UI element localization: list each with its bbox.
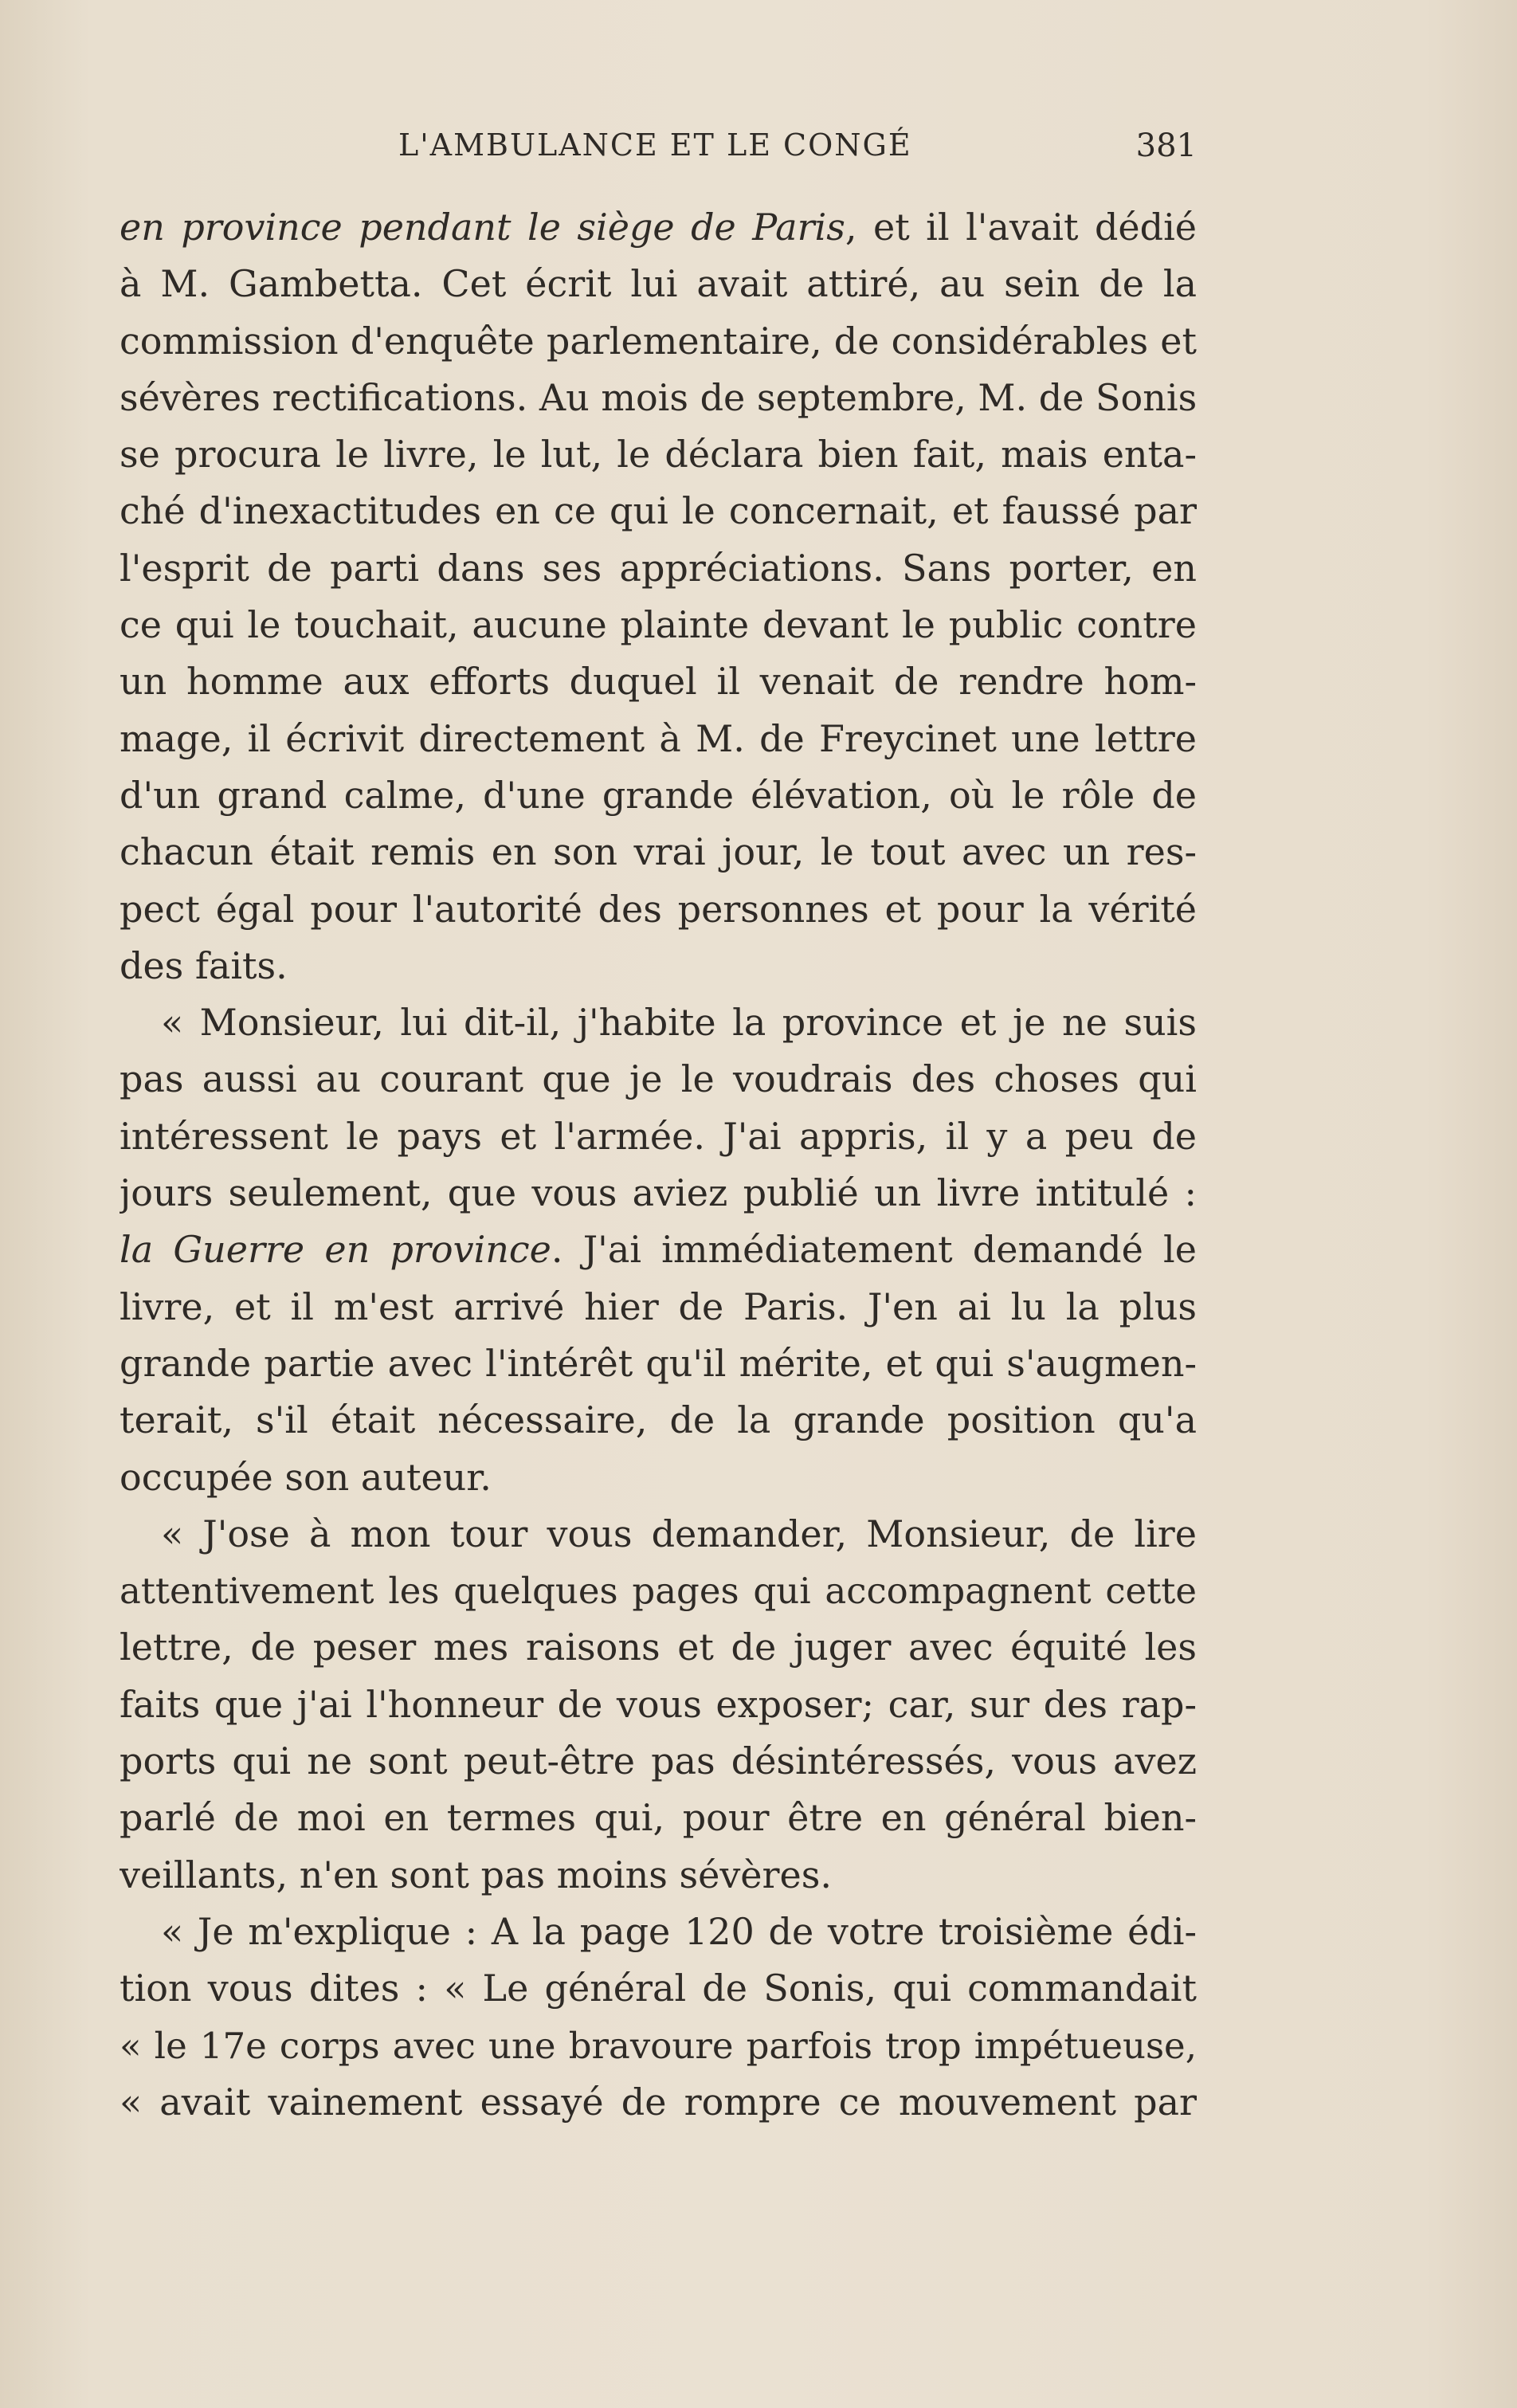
text-segment: . J'ai immédiatement demandé le bbox=[551, 1228, 1197, 1272]
text-line bbox=[120, 1279, 1197, 1335]
text-line bbox=[120, 199, 1197, 256]
text-segment: parlé de moi en termes qui, pour être en général bien- bbox=[120, 1796, 1197, 1840]
text-segment: faits que j'ai l'honneur de vous exposer; car, sur des rap- bbox=[120, 1682, 1197, 1726]
text-line bbox=[120, 1677, 1197, 1733]
text-line bbox=[120, 1960, 1197, 2017]
text-segment: ports qui ne sont peut-être pas désintéressés, vous avez bbox=[120, 1739, 1197, 1783]
text-segment: jours seulement, que vous aviez publié un livre intitulé : bbox=[120, 1171, 1197, 1215]
text-line bbox=[120, 767, 1197, 824]
text-line bbox=[120, 881, 1197, 938]
text-segment: occupée son auteur. bbox=[120, 1455, 492, 1499]
text-line bbox=[120, 1108, 1197, 1165]
text-segment: ché d'inexactitudes en ce qui le concernait, et faussé par bbox=[120, 489, 1197, 533]
text-segment: un homme aux efforts duquel il venait de rendre hom- bbox=[120, 660, 1197, 704]
text-segment: à M. Gambetta. Cet écrit lui avait attiré, au sein de la bbox=[120, 262, 1197, 306]
text-line bbox=[120, 256, 1197, 312]
text-line bbox=[120, 370, 1197, 426]
text-segment: veillants, n'en sont pas moins sévères. bbox=[120, 1853, 832, 1896]
text-line bbox=[120, 483, 1197, 539]
text-line bbox=[120, 1165, 1197, 1222]
text-line bbox=[120, 938, 1197, 994]
text-segment: l'esprit de parti dans ses appréciations. Sans porter, en bbox=[120, 546, 1197, 590]
text-line bbox=[120, 711, 1197, 767]
text-segment: mage, il écrivit directement à M. de Freycinet une lettre bbox=[120, 716, 1197, 760]
text-line bbox=[120, 2074, 1197, 2131]
text-segment: lettre, de peser mes raisons et de juger avec équité les bbox=[120, 1626, 1197, 1669]
text-line bbox=[120, 1619, 1197, 1676]
text-segment: commission d'enquête parlementaire, de considérables et bbox=[120, 319, 1197, 363]
text-segment: des faits. bbox=[120, 943, 288, 987]
text-line bbox=[120, 1563, 1197, 1619]
text-segment: « avait vainement essayé de rompre ce mouvement par bbox=[120, 2080, 1197, 2124]
text-segment: « J'ose à mon tour vous demander, Monsieur, de lire bbox=[161, 1512, 1197, 1555]
text-segment: grande partie avec l'intérêt qu'il mérite, et qui s'augmen- bbox=[120, 1341, 1197, 1385]
page-number: 381 bbox=[1135, 127, 1197, 164]
text-segment: « Monsieur, lui dit-il, j'habite la province et je ne suis bbox=[161, 1001, 1197, 1045]
text-segment: intéressent le pays et l'armée. J'ai appris, il y a peu de bbox=[120, 1114, 1197, 1158]
body-text bbox=[120, 199, 1197, 2131]
text-segment: ce qui le touchait, aucune plainte devant le public contre bbox=[120, 603, 1197, 647]
text-line bbox=[120, 1904, 1197, 1960]
text-line bbox=[120, 426, 1197, 483]
text-segment: « le 17e corps avec une bravoure parfois trop impétueuse, bbox=[120, 2024, 1197, 2067]
text-line bbox=[120, 1335, 1197, 1392]
text-segment: tion vous dites : « Le général de Sonis, qui commandait bbox=[120, 1967, 1197, 2010]
text-segment: sévères rectifications. Au mois de septembre, M. de Sonis bbox=[120, 375, 1197, 419]
text-segment: terait, s'il était nécessaire, de la grande position qu'a bbox=[120, 1398, 1197, 1442]
text-line bbox=[120, 2018, 1197, 2074]
text-segment: attentivement les quelques pages qui accompagnent cette bbox=[120, 1570, 1197, 1613]
text-line bbox=[120, 313, 1197, 370]
text-line bbox=[120, 994, 1197, 1051]
text-line bbox=[120, 653, 1197, 710]
text-line bbox=[120, 1847, 1197, 1904]
text-segment: chacun était remis en son vrai jour, le tout avec un res- bbox=[120, 830, 1197, 874]
text-line bbox=[120, 1051, 1197, 1108]
text-line bbox=[120, 540, 1197, 597]
page-header bbox=[120, 127, 1197, 175]
text-segment: , et il l'avait dédié bbox=[845, 206, 1197, 249]
italic-text: la Guerre en province bbox=[120, 1228, 551, 1272]
text-line bbox=[120, 597, 1197, 653]
running-title: L'AMBULANCE ET LE CONGÉ bbox=[398, 127, 912, 163]
text-line bbox=[120, 1392, 1197, 1449]
text-line bbox=[120, 1790, 1197, 1846]
text-line bbox=[120, 1506, 1197, 1563]
text-segment: pect égal pour l'autorité des personnes et pour la vérité bbox=[120, 887, 1197, 931]
text-segment: « Je m'explique : A la page 120 de votre troisième édi- bbox=[161, 1909, 1197, 1953]
italic-text: en province pendant le siège de Paris bbox=[120, 206, 845, 249]
text-segment: livre, et il m'est arrivé hier de Paris. J'en ai lu la plus bbox=[120, 1284, 1197, 1328]
text-line bbox=[120, 824, 1197, 880]
text-segment: se procura le livre, le lut, le déclara bien fait, mais enta- bbox=[120, 433, 1197, 477]
text-line bbox=[120, 1449, 1197, 1506]
text-line bbox=[120, 1222, 1197, 1278]
text-segment: pas aussi au courant que je le voudrais des choses qui bbox=[120, 1057, 1197, 1101]
text-line bbox=[120, 1733, 1197, 1790]
text-segment: d'un grand calme, d'une grande élévation, où le rôle de bbox=[120, 773, 1197, 817]
